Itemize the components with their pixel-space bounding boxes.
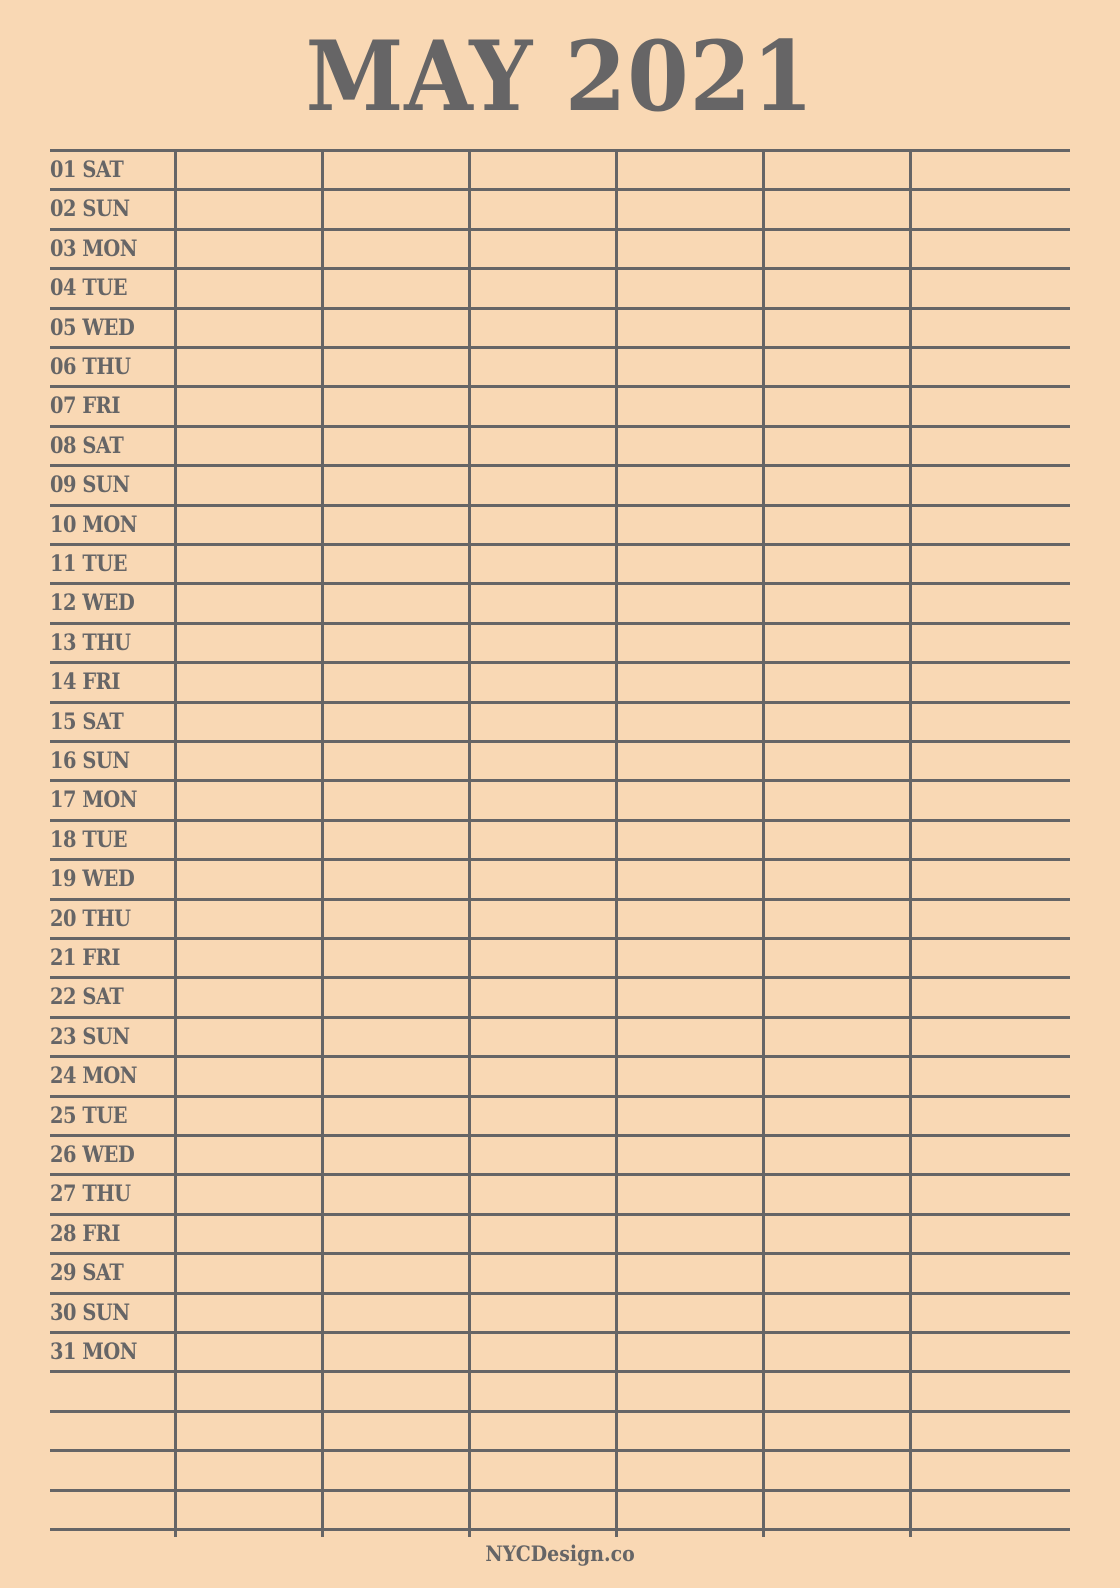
day-label: 21 FRI bbox=[50, 945, 120, 971]
column-divider bbox=[174, 150, 177, 1537]
row-divider bbox=[50, 1410, 1070, 1413]
day-label: 29 SAT bbox=[50, 1260, 124, 1287]
row-divider bbox=[50, 1173, 1070, 1176]
footer-credit: NYCDesign.co bbox=[485, 1541, 635, 1566]
row-divider bbox=[50, 779, 1070, 782]
day-label: 26 WED bbox=[50, 1142, 135, 1168]
row-divider bbox=[50, 1252, 1070, 1255]
row-divider bbox=[50, 937, 1070, 940]
day-label: 04 TUE bbox=[50, 275, 128, 302]
row-divider bbox=[50, 740, 1070, 743]
row-divider bbox=[50, 622, 1070, 625]
day-label: 30 SUN bbox=[50, 1299, 130, 1326]
day-label: 09 SUN bbox=[50, 472, 130, 499]
row-divider bbox=[50, 1055, 1070, 1058]
row-divider bbox=[50, 582, 1070, 585]
row-divider bbox=[50, 228, 1070, 231]
column-divider bbox=[615, 150, 618, 1537]
row-divider bbox=[50, 543, 1070, 546]
row-divider bbox=[50, 1528, 1070, 1531]
row-divider bbox=[50, 267, 1070, 270]
row-divider bbox=[50, 1095, 1070, 1098]
day-label: 07 FRI bbox=[50, 393, 120, 420]
row-divider bbox=[50, 1449, 1070, 1452]
day-label: 25 TUE bbox=[50, 1102, 128, 1129]
row-divider bbox=[50, 858, 1070, 861]
row-divider bbox=[50, 504, 1070, 507]
row-divider bbox=[50, 1489, 1070, 1492]
row-divider bbox=[50, 188, 1070, 191]
row-divider bbox=[50, 346, 1070, 349]
day-label: 23 SUN bbox=[50, 1023, 130, 1050]
row-divider bbox=[50, 464, 1070, 467]
day-label: 14 FRI bbox=[50, 669, 120, 696]
day-label: 06 THU bbox=[50, 354, 131, 380]
day-label: 05 WED bbox=[50, 314, 135, 341]
row-divider bbox=[50, 1016, 1070, 1019]
day-label: 20 THU bbox=[50, 905, 131, 932]
row-divider bbox=[50, 1213, 1070, 1216]
column-divider bbox=[909, 150, 912, 1537]
day-label: 11 TUE bbox=[50, 551, 128, 577]
row-divider bbox=[50, 1331, 1070, 1334]
day-label: 08 SAT bbox=[50, 432, 124, 459]
row-divider bbox=[50, 819, 1070, 822]
day-label: 24 MON bbox=[50, 1063, 138, 1090]
day-label: 01 SAT bbox=[50, 157, 124, 183]
day-label: 27 THU bbox=[50, 1181, 131, 1208]
page-title: MAY 2021 bbox=[305, 20, 815, 133]
row-divider bbox=[50, 701, 1070, 704]
column-divider bbox=[468, 150, 471, 1537]
day-label: 31 MON bbox=[50, 1339, 138, 1365]
day-label: 28 FRI bbox=[50, 1220, 120, 1247]
day-label: 03 MON bbox=[50, 235, 138, 262]
row-divider bbox=[50, 661, 1070, 664]
day-label: 12 WED bbox=[50, 590, 135, 617]
day-label: 18 TUE bbox=[50, 826, 128, 853]
day-label: 16 SUN bbox=[50, 748, 130, 774]
day-label: 19 WED bbox=[50, 866, 135, 893]
row-divider bbox=[50, 1292, 1070, 1295]
row-divider bbox=[50, 385, 1070, 388]
row-divider bbox=[50, 1370, 1070, 1373]
day-label: 02 SUN bbox=[50, 196, 130, 223]
row-divider bbox=[50, 425, 1070, 428]
column-divider bbox=[762, 150, 765, 1537]
row-divider bbox=[50, 307, 1070, 310]
row-divider bbox=[50, 898, 1070, 901]
day-label: 22 SAT bbox=[50, 984, 124, 1011]
day-label: 10 MON bbox=[50, 511, 138, 538]
day-label: 17 MON bbox=[50, 787, 138, 814]
row-divider bbox=[50, 1134, 1070, 1137]
column-divider bbox=[321, 150, 324, 1537]
row-divider bbox=[50, 976, 1070, 979]
day-label: 15 SAT bbox=[50, 708, 124, 735]
row-divider bbox=[50, 149, 1070, 152]
day-label: 13 THU bbox=[50, 629, 131, 656]
